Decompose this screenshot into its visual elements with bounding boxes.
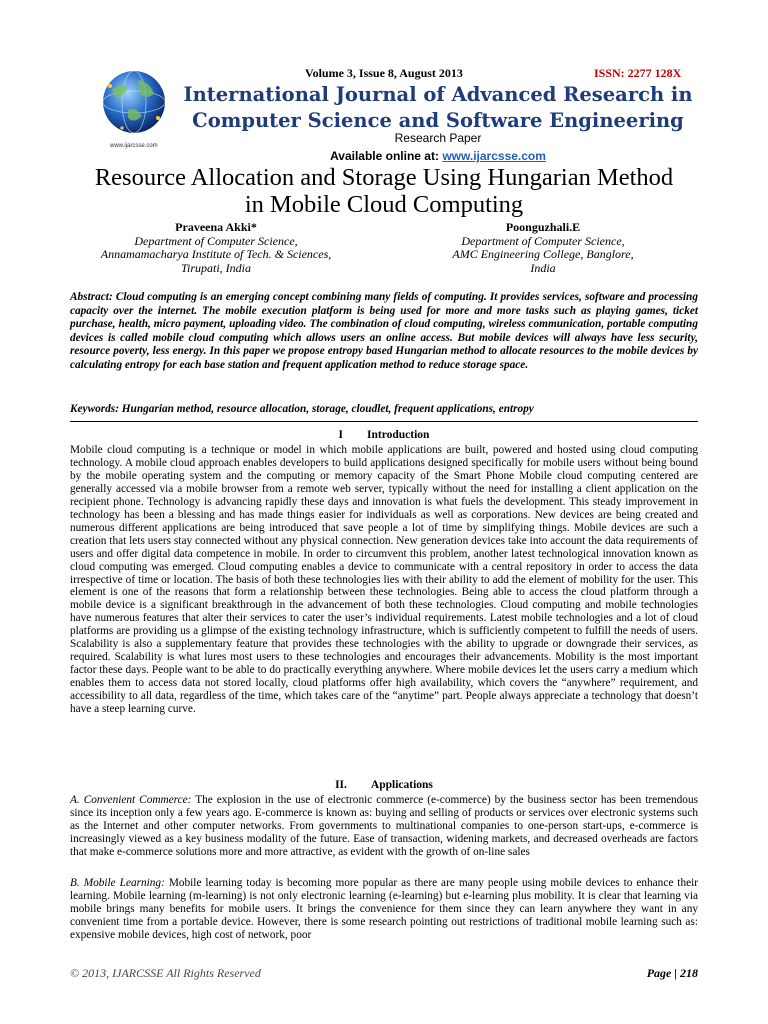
issn: ISSN: 2277 128X [594, 66, 682, 80]
journal-title-line1: International Journal of Advanced Research in [183, 83, 693, 106]
paper-title-line2: in Mobile Cloud Computing [244, 191, 524, 218]
section-title: Introduction [367, 429, 430, 441]
subsection-label: A. Convenient Commerce: [70, 794, 192, 806]
section-heading-introduction [70, 429, 698, 441]
paper-type: Research Paper [394, 131, 482, 145]
author-affiliation: Department of Computer Science, [134, 233, 298, 248]
author-name: Poonguzhali.E [505, 220, 581, 234]
journal-title [178, 82, 698, 134]
subsection-label: B. Mobile Learning: [70, 877, 165, 889]
abstract: Abstract: Cloud computing is an emerging concept combining many fields of computing. It provides services, software and processing capacity over the internet. The mobile execution platform is being used for more and more tasks such as playing games, ticket purchase, health, micro payment, uploading video. The combination of cloud computing, wireless communication, portable computing devices is called mobile cloud computing which allows users an online access. But mobile devices will always have less security, resource poverty, less energy. In this paper we propose entropy based Hungarian method to allocate resources to the mobile devices by calculating entropy for each base station and frequent application method to reduce storage space. [70, 291, 698, 371]
author-affiliation: Tirupati, India [180, 260, 251, 275]
author-affiliation: AMC Engineering College, Banglore, [452, 247, 634, 261]
keywords: Keywords: Hungarian method, resource allocation, storage, cloudlet, frequent applications, entropy [70, 403, 534, 415]
availability-prefix: Available online at: [330, 149, 443, 163]
section-heading-applications [70, 779, 698, 791]
volume-info: Volume 3, Issue 8, August 2013 [305, 66, 463, 80]
logo-caption: www.ijarcsse.com [110, 143, 158, 149]
author-affiliation: India [530, 260, 556, 275]
author-affiliation: Annamamacharya Institute of Tech. & Sciences, [100, 247, 332, 261]
author-block [393, 221, 693, 275]
introduction-body: Mobile cloud computing is a technique or model in which mobile applications are built, powered and hosted using cloud computing technology. A mobile cloud approach enables developers to build applications designed specifically for mobile users without being bound by the mobile operating system and the computing or memory capacity of the Smart Phone Mobile cloud computing centered are generally accessed via a mobile browser from a remote web server, typically without the need for installing a client application on the recipient phone. Technology is advancing rapidly these days and innovation is what fuels the development. This steady improvement in technology has been a blessing and has made things easier for individuals as well as corporations. New devices are being created and numerous different applications are being introduced that save people a lot of time by simplifying things. Mobile devices are such a creation that lets users stay connected without any physical connection. New generation devices take into account the data requirements of users and offer digital data competence in mobile. In order to circumvent this problem, another latest technological innovation known as cloud computing was emerged. Cloud computing enables a device to communicate with a central repository in order to access the data irrespective of time or location. The basis of both these technologies lies with their ability to add the element of mobility for the user. This element is one of the reasons that form a relationship between these technologies. Being able to access the cloud platform through a mobile device is a significant breakthrough in the advancement of both these technologies. Cloud computing and mobile technologies have numerous features that alter their services to cater the user’s individual requirements. Latest mobile technologies and a lot of cloud platforms are providing us a glimpse of the existing technology infrastructure, which is sufficiently competent to fulfill the needs of users. Scalability is also a supplementary feature that provides these technologies with the ability to upgrade or downgrade their services, as required. Scalability is what lures most users to these technologies and encourages their advancements. Mobility is the most important factor these days. People want to be able to do practically everything anywhere. Where mobile devices let the users carry a medium which enables them to access data not stored locally, cloud platforms offer high availability, which covers the “anywhere” requirement, and accessibility to all data, regardless of the time, which takes care of the “anytime” part. People always appreciate a technology that doesn’t have a steep learning curve. [70, 444, 698, 716]
section-title: Applications [370, 779, 433, 791]
journal-url-link[interactable]: www.ijarcsse.com [442, 149, 546, 163]
copyright: © 2013, IJARCSSE All Rights Reserved [70, 966, 261, 980]
paragraph-mobile-learning [70, 877, 698, 942]
section-number: I [338, 429, 344, 441]
divider [70, 421, 698, 422]
author-name: Praveena Akki* [175, 220, 257, 234]
author-affiliation: Department of Computer Science, [461, 233, 625, 248]
paragraph-convenient-commerce [70, 794, 698, 859]
subsection-text: Mobile learning today is becoming more popular as there are many people using mobile devices to enhance their learning. Mobile learning (m-learning) is not only electronic learning (e-learning) but e-learning plus mobility. It is clear that learning via mobile brings many benefits for mobile users. It brings the convenience for them since they can learn anywhere they want in any convenient time from a portable device. However, there is some research pointing out restrictions of traditional mobile learning such as: expensive mobile devices, high cost of network, poor [70, 877, 699, 941]
paper-title [40, 164, 728, 218]
journal-logo-globe [98, 60, 170, 150]
page-number: Page | 218 [646, 966, 698, 980]
author-block [66, 221, 366, 275]
subsection-text: The explosion in the use of electronic commerce (e-commerce) by the business sector has been tremendous since its inception only a few years ago. E-commerce is known as: buying and selling of products or services over electronic systems such as the Internet and other computer networks. From governments to multinational companies to one-person start-ups, e-commerce is increasingly viewed as a key business modality of the future. Ease of transaction, widening markets, and decreased overheads are factors that make e-commerce solutions more and more attractive, as evident with the growth of on-line sales [70, 794, 698, 858]
availability-line [178, 149, 698, 163]
section-number: II. [335, 779, 347, 791]
paper-title-line1: Resource Allocation and Storage Using Hungarian Method [94, 164, 674, 191]
journal-title-line2: Computer Science and Software Engineering [192, 109, 684, 132]
